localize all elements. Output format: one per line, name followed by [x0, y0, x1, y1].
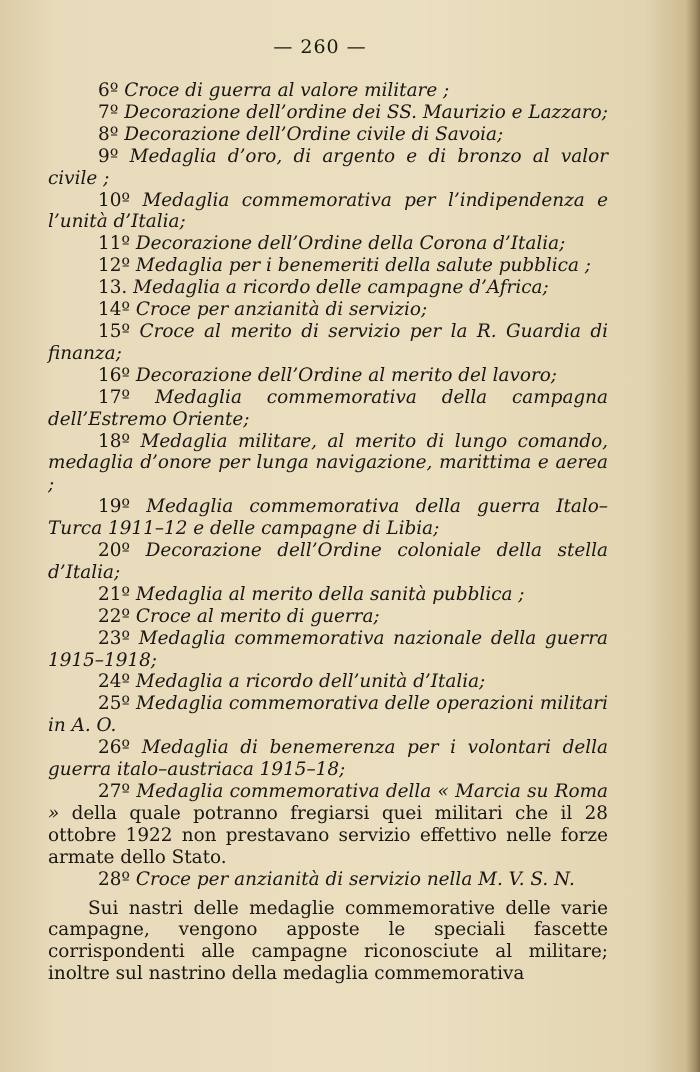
list-item-text: Decorazione dell’Ordine coloniale della stella d’Italia;: [48, 540, 608, 583]
list-item-number: 6º: [98, 80, 119, 101]
list-item-text: Croce al merito di guerra;: [135, 605, 380, 627]
list-item-text: Medaglia al merito della sanità pubblica ;: [135, 583, 525, 605]
list-item-text: Decorazione dell’ordine dei SS. Maurizio e Lazzaro;: [124, 101, 608, 123]
list-item-text: Medaglia a ricordo dell’unità d’Italia;: [135, 671, 486, 693]
list-item-number: 7º: [98, 101, 119, 123]
list-item-text: Medaglia per i benemeriti della salute pubblica ;: [135, 255, 591, 277]
list-item: [48, 387, 608, 431]
list-item: [48, 671, 608, 693]
list-item-text: Medaglia commemorativa della guerra Italo–Turca 1911–12 e delle campagne di Libia;: [48, 496, 608, 540]
list-item-number: 22º: [98, 605, 131, 627]
list-item: [48, 80, 608, 102]
list-item-number: 15º: [98, 320, 131, 342]
list-item-number: 13.: [98, 277, 128, 299]
list-item-text: Medaglia commemorativa per l’indipendenza e l’unità d’Italia;: [48, 189, 608, 233]
list-item: [48, 255, 608, 277]
decorations-list: [48, 80, 608, 781]
list-item: [48, 496, 608, 540]
list-item: [48, 124, 608, 146]
list-item-text: Medaglia commemorativa delle operazioni militari in A. O.: [48, 693, 608, 737]
list-item: [48, 233, 608, 255]
list-item: [48, 277, 608, 299]
list-item: [48, 606, 608, 628]
list-item-text: Medaglia commemorativa della campagna dell’Estremo Oriente;: [48, 386, 608, 430]
list-item-number: 17º: [98, 386, 131, 408]
list-item-27: 27º Medaglia commemorativa della « Marcia su Roma » della quale potranno fregiarsi quei militari che il 28 ottobre 1922 non prestavano servizio effettivo nelle forze armate dello Stato.: [48, 781, 608, 868]
list-item: [48, 737, 608, 781]
closing-paragraph: Sui nastri delle medaglie commemorative delle varie campagne, vengono apposte le speciali fascette corrispondenti alle campagne riconosciute al militare; inoltre sul nastrino della medaglia commemorativa: [48, 897, 608, 985]
list-item: [48, 365, 608, 387]
list-item: [48, 299, 608, 321]
list-item-number: 24º: [98, 671, 131, 693]
list-item: [48, 190, 608, 234]
list-item-text: Medaglia a ricordo delle campagne d’Africa;: [133, 277, 549, 299]
list-item-number: 8º: [98, 123, 119, 145]
list-item: [48, 431, 608, 497]
list-item-28: 28º Croce per anzianità di servizio nella M. V. S. N.: [98, 868, 575, 890]
list-item-text: Medaglia d’oro, di argento e di bronzo al valor civile ;: [48, 145, 608, 189]
list-item-text: Decorazione dell’Ordine della Corona d’Italia;: [135, 233, 566, 255]
list-item-text: Croce di guerra al valore militare ;: [124, 80, 450, 101]
page-binding-shadow: [686, 0, 700, 1072]
list-item-text: Medaglia commemorativa nazionale della guerra 1915–1918;: [48, 627, 608, 671]
list-item-number: 25º: [98, 693, 131, 715]
document-body: [48, 80, 608, 985]
list-item: [48, 628, 608, 672]
list-item: [48, 540, 608, 584]
list-item: [48, 102, 608, 124]
list-item: [48, 321, 608, 365]
list-item-number: 18º: [98, 430, 131, 452]
list-item: [48, 584, 608, 606]
list-item-text: Medaglia militare, al merito di lungo comando, medaglia d’onore per lunga navigazione, marittima e aerea ;: [48, 430, 608, 496]
list-item-number: 10º: [98, 189, 131, 211]
list-item-number: 14º: [98, 299, 131, 321]
list-item-number: 19º: [98, 496, 131, 518]
list-item-number: 20º: [98, 540, 131, 562]
page-number: — 260 —: [273, 36, 367, 58]
list-item-text: Croce per anzianità di servizio;: [135, 299, 428, 321]
list-item-text: Decorazione dell’Ordine al merito del lavoro;: [135, 364, 558, 386]
list-item-number: 11º: [98, 233, 131, 255]
list-item-number: 26º: [98, 737, 131, 759]
list-item-number: 23º: [98, 627, 131, 649]
list-item-text: Decorazione dell’Ordine civile di Savoia;: [124, 123, 504, 145]
list-item-text: Croce al merito di servizio per la R. Guardia di finanza;: [48, 320, 608, 364]
list-item-number: 21º: [98, 583, 131, 605]
list-item-number: 16º: [98, 364, 131, 386]
list-item-text: Medaglia di benemerenza per i volontari della guerra italo–austriaca 1915–18;: [48, 737, 608, 781]
list-item: [48, 693, 608, 737]
list-item-number: 12º: [98, 255, 131, 277]
list-item: [48, 146, 608, 190]
list-item-number: 9º: [98, 145, 119, 167]
